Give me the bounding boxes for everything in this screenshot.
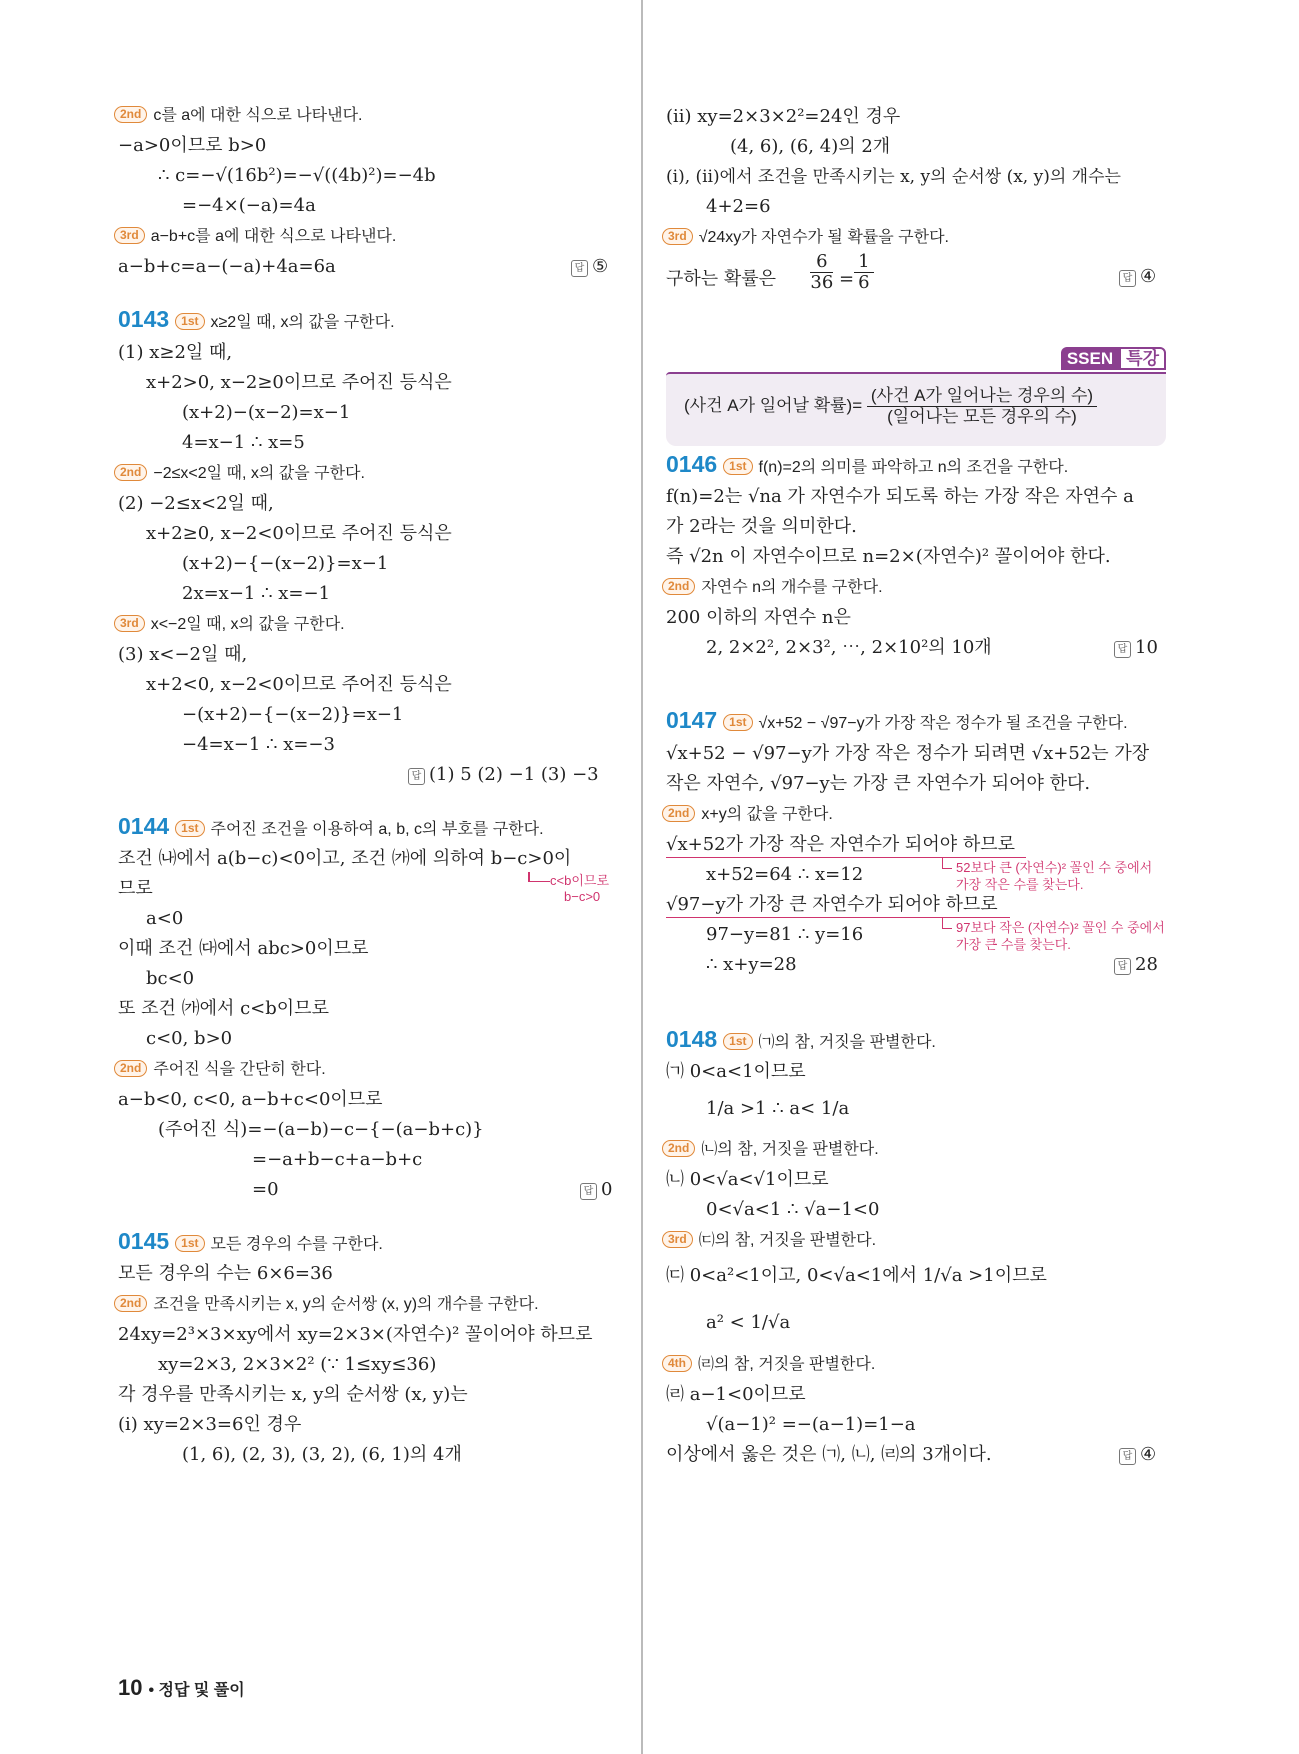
math-line: 200 이하의 자연수 n은 (666, 607, 851, 628)
ssen-special-box (666, 334, 1166, 446)
note-connector (942, 868, 952, 869)
math-line: 모든 경우의 수는 6×6=36 (118, 1263, 333, 1284)
answer-icon: 답 (1114, 958, 1131, 975)
math-line: 가 2라는 것을 의미한다. (666, 516, 857, 537)
answer: 답 (1) 5 (2) −1 (3) −3 (408, 764, 599, 786)
margin-note: 97보다 작은 (자연수)² 꼴인 수 중에서 (956, 920, 1165, 935)
note-connector (942, 928, 952, 929)
math-line: ∴ c=−√(16b²)=−√((4b)²)=−4b (158, 165, 436, 186)
math-line: (ⅰ) xy=2×3=6인 경우 (118, 1414, 302, 1435)
problem-header: 0148 1st ㈀의 참, 거짓을 판별한다. (666, 1026, 936, 1052)
answer: 답 ④ (1119, 266, 1156, 288)
note-connector (528, 881, 550, 882)
math-line: −(x+2)−{−(x−2)}=x−1 (182, 704, 404, 725)
ssen-tag: SSEN 특강 (1061, 344, 1166, 369)
fraction: $\frac{1}{6}$ (854, 252, 873, 293)
math-line: (주어진 식)=−(a−b)−c−{−(a−b+c)} (158, 1119, 484, 1140)
step-line: 3rd ㈂의 참, 거짓을 판별한다. (666, 1229, 876, 1252)
math-line: √(a−1)² =−(a−1)=1−a (706, 1414, 916, 1435)
math-line: 2, 2×2², 2×3², ⋯, 2×10²의 10개 (706, 637, 992, 658)
math-line: 4=x−1 ∴ x=5 (182, 432, 305, 453)
margin-note: 52보다 큰 (자연수)² 꼴인 수 중에서 (956, 860, 1153, 875)
math-line: a² < 1/√a (706, 1312, 791, 1333)
math-line: 1/a >1 ∴ a< 1/a (706, 1098, 850, 1119)
math-line: (4, 6), (6, 4)의 2개 (730, 136, 891, 157)
answer: 답 10 (1114, 637, 1158, 659)
math-line: 각 경우를 만족시키는 x, y의 순서쌍 (x, y)는 (118, 1384, 468, 1405)
math-line: x+2<0, x−2<0이므로 주어진 등식은 (146, 674, 452, 695)
math-line: (1) x≥2일 때, (118, 342, 233, 363)
fraction: $\frac{\text{(사건 A가 일어나는 경우의 수)}}{\text{(일어나는 모든 경우의 수)}}$ (867, 386, 1097, 427)
math-line: ㈁ 0<√a<√1이므로 (666, 1169, 829, 1190)
math-line: bc<0 (146, 968, 195, 989)
step-line: 2nd −2≤x<2일 때, x의 값을 구한다. (118, 462, 365, 485)
math-line: −4=x−1 ∴ x=−3 (182, 734, 335, 755)
math-line: (2) −2≤x<2일 때, (118, 493, 274, 514)
math-line: 2x=x−1 ∴ x=−1 (182, 583, 331, 604)
answer: 답 28 (1114, 954, 1158, 976)
margin-note: 가장 작은 수를 찾는다. (956, 877, 1084, 892)
math-line: =−4×(−a)=4a (182, 195, 316, 216)
underline (666, 857, 1026, 858)
math-line: 므로 (118, 878, 153, 899)
problem-header: 0145 1st 모든 경우의 수를 구한다. (118, 1228, 383, 1254)
answer-icon: 답 (571, 260, 588, 277)
math-line: ㈃ a−1<0이므로 (666, 1384, 806, 1405)
math-line: 즉 √2n 이 자연수이므로 n=2×(자연수)² 꼴이어야 한다. (666, 546, 1111, 567)
math-line: (x+2)−{−(x−2)}=x−1 (182, 553, 389, 574)
answer: 답 ⑤ (571, 256, 608, 278)
answer-icon: 답 (1119, 1448, 1136, 1465)
answer-icon: 답 (408, 768, 425, 785)
math-line: 이상에서 옳은 것은 ㈀, ㈁, ㈃의 3개이다. (666, 1444, 992, 1465)
math-line: =0 (252, 1179, 279, 1200)
math-line: x+52=64 ∴ x=12 (706, 864, 864, 885)
column-divider (641, 0, 643, 1754)
step-line: 2nd c를 a에 대한 식으로 나타낸다. (118, 104, 363, 127)
answer-icon: 답 (1119, 270, 1136, 287)
fraction: $\frac{6}{36}$ (810, 251, 834, 293)
page-number: 10 (118, 1675, 143, 1700)
math-line: =−a+b−c+a−b+c (252, 1149, 423, 1170)
step-line: 2nd 주어진 식을 간단히 한다. (118, 1058, 326, 1081)
math-line: c<0, b>0 (146, 1028, 233, 1049)
math-line: √97−y가 가장 큰 자연수가 되어야 하므로 (666, 894, 998, 915)
math-line: (3) x<−2일 때, (118, 644, 248, 665)
math-line: √x+52 − √97−y가 가장 작은 정수가 되려면 √x+52는 가장 (666, 743, 1150, 764)
math-line: a−b<0, c<0, a−b+c<0이므로 (118, 1089, 383, 1110)
step-line: 2nd ㈁의 참, 거짓을 판별한다. (666, 1138, 879, 1161)
math-line: 또 조건 ㈎에서 c<b이므로 (118, 998, 329, 1019)
math-line: f(n)=2는 √na 가 자연수가 되도록 하는 가장 작은 자연수 a (666, 486, 1134, 507)
math-line: 조건 ㈏에서 a(b−c)<0이고, 조건 ㈎에 의하여 b−c>0이 (118, 848, 572, 869)
step-line: 3rd √24xy가 자연수가 될 확률을 구한다. (666, 226, 949, 249)
margin-note: c<b이므로 (550, 873, 609, 888)
math-line: 97−y=81 ∴ y=16 (706, 924, 864, 945)
problem-header: 0146 1st f(n)=2의 의미를 파악하고 n의 조건을 구한다. (666, 451, 1069, 477)
math-line: −a>0이므로 b>0 (118, 135, 267, 156)
math-line: (ⅰ), (ⅱ)에서 조건을 만족시키는 x, y의 순서쌍 (x, y)의 개수는 (666, 167, 1121, 187)
probability-formula: (사건 A가 일어날 확률)= $\frac{\text{(사건 A가 일어나는 경우의 수)}}{\text{(일어나는 모든 경우의 수)}}$ (684, 386, 1097, 427)
math-line: 4+2=6 (706, 196, 771, 217)
underline (666, 917, 1010, 918)
answer: 답 0 (580, 1179, 612, 1201)
math-line: xy=2×3, 2×3×2² (∵ 1≤xy≤36) (158, 1354, 437, 1375)
math-line: √x+52가 가장 작은 자연수가 되어야 하므로 (666, 834, 1016, 855)
math-line: 이때 조건 ㈐에서 abc>0이므로 (118, 938, 369, 959)
math-line: ∴ x+y=28 (706, 954, 797, 975)
math-line: x+2>0, x−2≥0이므로 주어진 등식은 (146, 372, 452, 393)
answer: 답 ④ (1119, 1444, 1156, 1466)
answer-icon: 답 (580, 1183, 597, 1200)
math-line: 작은 자연수, √97−y는 가장 큰 자연수가 되어야 한다. (666, 773, 1091, 794)
step-line: 2nd x+y의 값을 구한다. (666, 803, 833, 826)
step-line: 3rd x<−2일 때, x의 값을 구한다. (118, 613, 345, 636)
step-line: 2nd 조건을 만족시키는 x, y의 순서쌍 (x, y)의 개수를 구한다. (118, 1293, 539, 1316)
math-line: ㈀ 0<a<1이므로 (666, 1061, 806, 1082)
step-line: 3rd a−b+c를 a에 대한 식으로 나타낸다. (118, 225, 396, 248)
math-line: ㈂ 0<a²<1이고, 0<√a<1에서 1/√a >1이므로 (666, 1265, 1047, 1286)
problem-header: 0143 1st x≥2일 때, x의 값을 구한다. (118, 306, 395, 332)
ssen-formula-box (666, 372, 1166, 446)
math-line: (ⅱ) xy=2×3×2²=24인 경우 (666, 106, 901, 127)
margin-note: 가장 큰 수를 찾는다. (956, 937, 1071, 952)
probability-line: 구하는 확률은 $\frac{6}{36}$ = $\frac{1}{6}$ (666, 266, 874, 293)
math-line: a<0 (146, 908, 184, 929)
page-footer (118, 1675, 245, 1701)
math-line: 24xy=2³×3×xy에서 xy=2×3×(자연수)² 꼴이어야 하므로 (118, 1324, 593, 1345)
math-line: x+2≥0, x−2<0이므로 주어진 등식은 (146, 523, 452, 544)
footer-label: • 정답 및 풀이 (148, 1682, 245, 1699)
step-line: 4th ㈃의 참, 거짓을 판별한다. (666, 1353, 875, 1376)
math-line: (1, 6), (2, 3), (3, 2), (6, 1)의 4개 (182, 1444, 462, 1465)
math-line: (x+2)−(x−2)=x−1 (182, 402, 351, 423)
problem-header: 0144 1st 주어진 조건을 이용하여 a, b, c의 부호를 구한다. (118, 813, 544, 839)
step-line: 2nd 자연수 n의 개수를 구한다. (666, 576, 883, 599)
math-line: 0<√a<1 ∴ √a−1<0 (706, 1199, 880, 1220)
margin-note: b−c>0 (564, 889, 601, 904)
answer-icon: 답 (1114, 641, 1131, 658)
problem-header: 0147 1st √x+52 − √97−y가 가장 작은 정수가 될 조건을 구한다. (666, 707, 1128, 733)
math-line: a−b+c=a−(−a)+4a=6a (118, 256, 336, 277)
